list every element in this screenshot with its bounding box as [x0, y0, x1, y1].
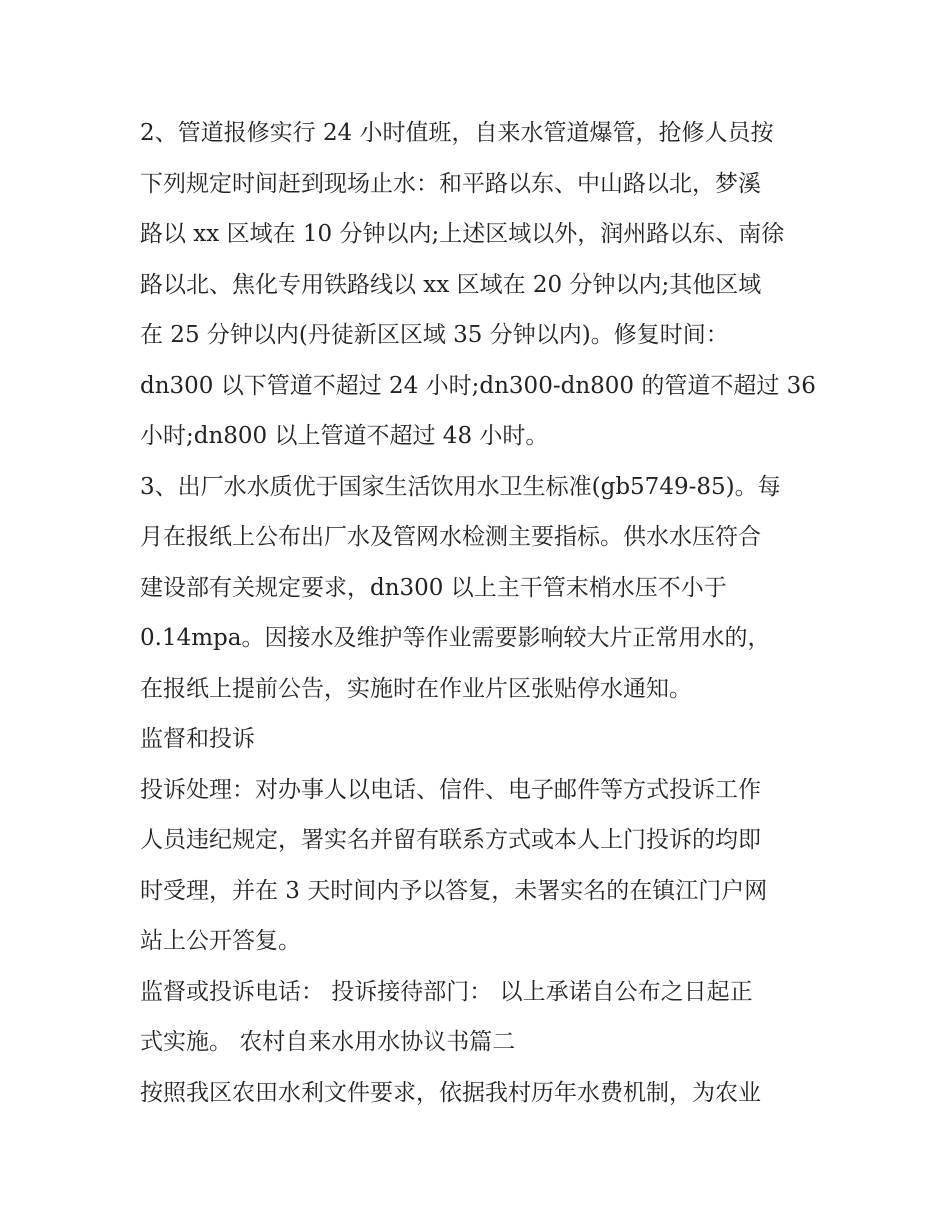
text-line: 按照我区农田水利文件要求，依据我村历年水费机制，为农业 — [140, 1079, 761, 1106]
text-line: 在 25 分钟以内(丹徒新区区域 35 分钟以内)。修复时间： — [140, 322, 729, 348]
text-line: 0.14mpa。因接水及维护等作业需要影响较大片正常用水的， — [140, 625, 771, 651]
text-line: 路以 xx 区域在 10 分钟以内;上述区域以外，润州路以东、南徐 — [140, 221, 785, 247]
text-line: 2、管道报修实行 24 小时值班，自来水管道爆管，抢修人员按 — [140, 120, 774, 146]
text-line: 建设部有关规定要求，dn300 以上主干管末梢水压不小于 — [140, 574, 727, 601]
text-line: 3、出厂水水质优于国家生活饮用水卫生标准(gb5749-85)。每 — [140, 473, 781, 500]
text-line: 投诉处理：对办事人以电话、信件、电子邮件等方式投诉工作 — [140, 776, 761, 803]
text-line: 小时;dn800 以上管道不超过 48 小时。 — [140, 423, 549, 449]
document-body — [140, 108, 820, 1118]
text-line: 月在报纸上公布出厂水及管网水检测主要指标。供水水压符合 — [140, 524, 761, 550]
text-line: 在报纸上提前公告，实施时在作业片区张贴停水通知。 — [140, 675, 692, 702]
text-line: 时受理，并在 3 天时间内予以答复，未署实名的在镇江门户网 — [140, 877, 768, 904]
text-line: 监督或投诉电话： 投诉接待部门： 以上承诺自公布之日起正 — [140, 978, 753, 1005]
text-line: 下列规定时间赶到现场止水：和平路以东、中山路以北，梦溪 — [140, 170, 761, 197]
text-line: 站上公开答复。 — [140, 928, 301, 954]
text-line: 路以北、焦化专用铁路线以 xx 区域在 20 分钟以内;其他区域 — [140, 271, 762, 298]
text-line: 式实施。 农村自来水用水协议书篇二 — [140, 1029, 516, 1055]
text-line: 人员违纪规定，署实名并留有联系方式或本人上门投诉的均即 — [140, 827, 761, 853]
section-heading: 监督和投诉 — [140, 726, 255, 752]
text-line: dn300 以下管道不超过 24 小时;dn300-dn800 的管道不超过 36 — [140, 372, 816, 399]
